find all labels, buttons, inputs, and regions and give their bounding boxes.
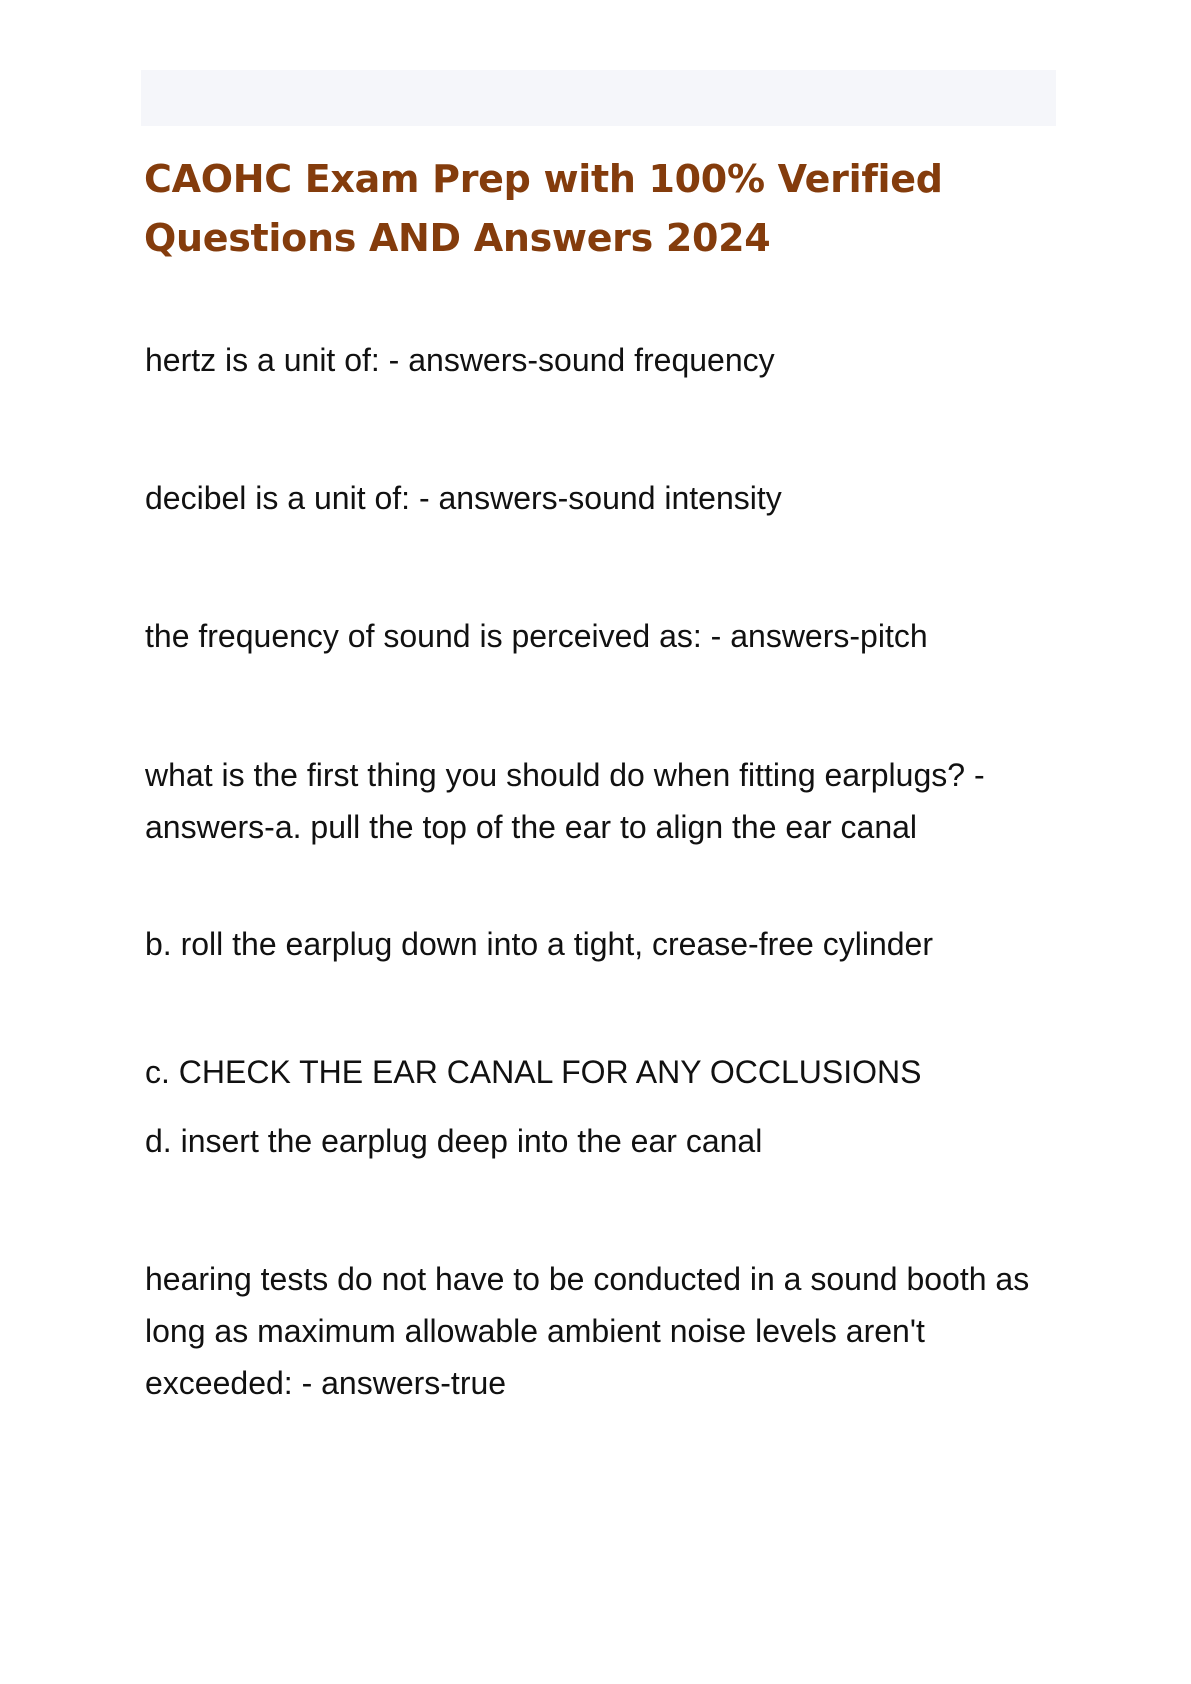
qa-option-b: b. roll the earplug down into a tight, crease-free cylinder (145, 926, 933, 962)
qa-paragraph-earplugs-question: what is the first thing you should do when fitting earplugs? - answers-a. pull the top of the ear to align the ear canal (145, 757, 985, 845)
qa-paragraph-hearing-tests: hearing tests do not have to be conducted in a sound booth as long as maximum allowable ambient noise levels aren't exceeded: - answers-true (145, 1261, 1030, 1401)
qa-option-c: c. CHECK THE EAR CANAL FOR ANY OCCLUSIONS (145, 1054, 922, 1090)
header-band (141, 70, 1056, 126)
qa-option-d: d. insert the earplug deep into the ear canal (145, 1123, 763, 1159)
qa-paragraph-frequency: the frequency of sound is perceived as: - answers-pitch (145, 618, 928, 654)
qa-paragraph-hertz: hertz is a unit of: - answers-sound frequency (145, 342, 775, 378)
document-title: CAOHC Exam Prep with 100% Verified Questions AND Answers 2024 (144, 157, 943, 260)
qa-paragraph-decibel: decibel is a unit of: - answers-sound intensity (145, 480, 782, 516)
